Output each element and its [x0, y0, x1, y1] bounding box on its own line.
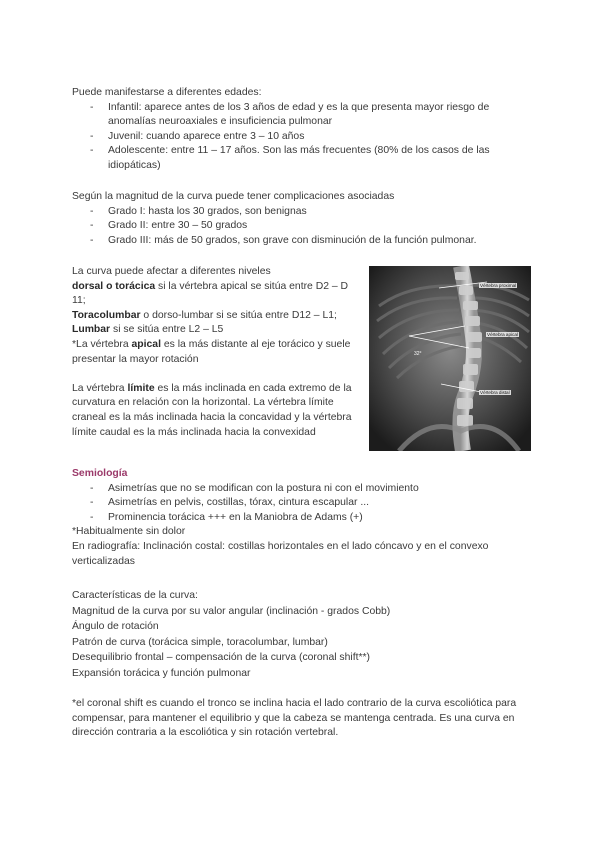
limit-post: es la más inclinada en cada extremo de la curvatura en relación con la horizontal. La vértebra límite craneal es la más inclinada hacia la concavidad y la vértebra límite caudal es la más inclinada hacia la convexidad	[72, 382, 352, 438]
level-dorsal-text: si la vértebra apical se sitúa entre D2 – D 11;	[72, 280, 349, 307]
semiology-title: Semiología	[72, 468, 128, 479]
magnitude-intro: Según la magnitud de la curva puede tener complicaciones asociadas	[72, 191, 395, 202]
level-thoracolumbar-text: o dorso-lumbar si se sitúa entre D12 – L1;	[140, 309, 337, 321]
levels-section	[72, 265, 362, 440]
spine-xray-image	[369, 266, 531, 451]
apical-term: apical	[131, 338, 161, 350]
apical-note	[72, 338, 362, 367]
list-item: - Grado II: entre 30 – 50 grados	[72, 219, 532, 234]
list-item: - Adolescente: entre 11 – 17 años. Son las más frecuentes (80% de los casos de las idiopáticas)	[72, 144, 532, 173]
level-dorsal-term: dorsal o torácica	[72, 280, 156, 292]
cobb-angle-label: 32°	[414, 351, 422, 357]
level-thoracolumbar-term: Toracolumbar	[72, 309, 141, 321]
coronal-shift-note: *el coronal shift es cuando el tronco se inclina hacia el lado contrario de la curva escoliótica para compensar, para mantener el equilibrio y que la cabeza se mantenga centrada. Es una curva en dirección contraria a la escoliótica y sin rotación vertebral.	[72, 698, 517, 739]
limit-vertebra-paragraph	[72, 382, 362, 440]
list-item: Desequilibrio frontal – compensación de la curva (coronal shift**)	[72, 652, 371, 664]
apical-note-post: es la más distante al eje torácico y suele presentar la mayor rotación	[72, 338, 351, 365]
levels-intro: La curva puede afectar a diferentes niveles	[72, 266, 271, 277]
semiology-section	[72, 467, 532, 569]
pain-note: *Habitualmente sin dolor	[72, 526, 186, 538]
label-proximal: Vértebra proximal	[480, 283, 517, 288]
radiography-text: En radiografía: Inclinación costal: costillas horizontales en el lado cóncavo y en el convexo verticalizadas	[72, 540, 489, 567]
list-item: - Infantil: aparece antes de los 3 años de edad y es la que presenta mayor riesgo de anomalías neuroaxiales e insuficiencia pulmonar	[72, 101, 532, 130]
list-item: Expansión torácica y función pulmonar	[72, 667, 251, 679]
coronal-shift-note-section	[72, 697, 532, 741]
label-distal: Vértebra distal	[480, 390, 510, 395]
list-item: - Grado I: hasta los 30 grados, son benignas	[72, 205, 532, 220]
xray-graphic	[369, 266, 531, 451]
level-lumbar-text: si se sitúa entre L2 – L5	[110, 324, 224, 336]
level-lumbar-term: Lumbar	[72, 324, 111, 336]
list-item: Ángulo de rotación	[72, 621, 159, 633]
label-apical: Vértebra apical	[487, 332, 518, 337]
list-item: - Grado III: más de 50 grados, son grave con disminución de la función pulmonar.	[72, 234, 532, 249]
list-item: - Prominencia torácica +++ en la Maniobra de Adams (+)	[72, 511, 532, 526]
apical-note-pre: *La vértebra	[72, 338, 132, 350]
characteristics-section	[72, 589, 532, 682]
limit-pre: La vértebra	[72, 382, 128, 394]
level-lumbar	[72, 323, 362, 338]
list-item: - Juvenil: cuando aparece entre 3 – 10 años	[72, 130, 532, 145]
list-item: Patrón de curva (torácica simple, toracolumbar, lumbar)	[72, 636, 328, 648]
characteristics-intro: Características de la curva:	[72, 590, 198, 601]
list-item: - Asimetrías en pelvis, costillas, tórax, cintura escapular ...	[72, 496, 532, 511]
limit-term: límite	[127, 382, 155, 394]
level-thoracolumbar	[72, 309, 362, 324]
list-item: - Asimetrías que no se modifican con la postura ni con el movimiento	[72, 482, 532, 497]
list-item: Magnitud de la curva por su valor angular (inclinación - grados Cobb)	[72, 605, 391, 617]
ages-intro: Puede manifestarse a diferentes edades:	[72, 87, 262, 98]
level-dorsal	[72, 280, 362, 309]
magnitude-section	[72, 190, 532, 248]
ages-section	[72, 86, 532, 174]
ages-list	[72, 101, 532, 174]
semiology-list	[72, 482, 532, 526]
magnitude-list	[72, 205, 532, 249]
